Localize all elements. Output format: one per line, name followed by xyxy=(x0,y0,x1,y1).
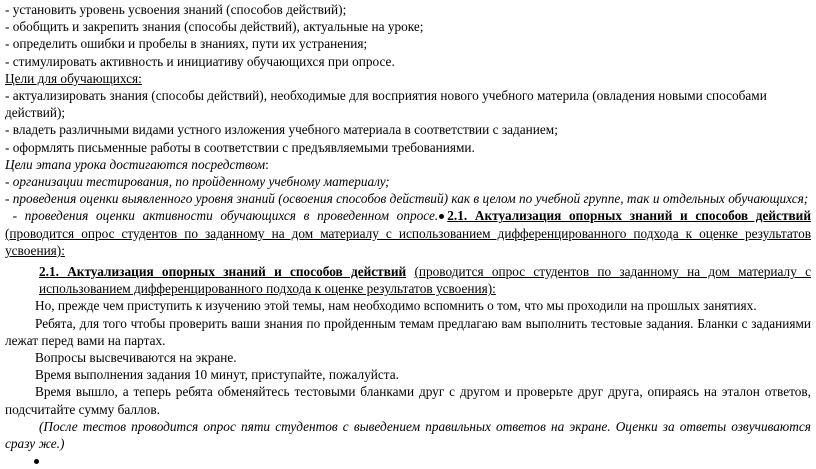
teacher-goal-4: - стимулировать активность и инициативу обучающихся при опросе. xyxy=(5,53,395,69)
means-heading: Цели этапа урока достигаются посредством xyxy=(5,156,266,172)
student-goals-heading: Цели для обучающихся: xyxy=(5,70,142,86)
section-title-2: 2.1. Актуализация опорных знаний и способов действий xyxy=(39,264,407,280)
speech-1: Но, прежде чем приступить к изучению этой темы, нам необходимо вспомнить о том, что мы проходили на прошлых занятиях. xyxy=(35,298,757,314)
section-heading-repeat xyxy=(5,263,811,297)
bullet-icon-2 xyxy=(34,459,39,464)
speech-3: Вопросы высвечиваются на экране. xyxy=(35,350,237,366)
section-title: 2.1. Актуализация опорных знаний и способов действий xyxy=(447,208,811,224)
means-item-1: - организации тестирования, по пройденному учебному материалу; xyxy=(5,174,390,190)
section-note: (проводится опрос студентов по заданному на дом материалу с использованием дифференцированного подхода к оценке результатов усвоения): xyxy=(5,225,811,258)
speech-2: Ребята, для того чтобы проверить ваши знания по пройденным темам предлагаю вам выполнить тестовые задания. Бланки с заданиями лежат перед вами на партах. xyxy=(5,315,811,348)
teacher-goal-1: - установить уровень усвоения знаний (способов действий); xyxy=(5,2,347,17)
means-colon: : xyxy=(265,156,269,172)
section-note-2: (проводится опрос студентов по заданному на дом материалу с использованием дифференцированного подхода к оценке результатов усвоения): xyxy=(39,264,811,297)
trailing-bullet xyxy=(5,452,811,466)
bullet-icon xyxy=(439,214,444,219)
speech-4: Время выполнения задания 10 минут, приступайте, пожалуйста. xyxy=(35,367,399,383)
means-heading-line xyxy=(5,156,811,173)
student-goal-3: - оформлять письменные работы в соответствии с предъявляемыми требованиями. xyxy=(5,139,475,155)
teacher-goal-2: - обобщить и закрепить знания (способы действий), актуальные на уроке; xyxy=(5,19,424,35)
speech-5: Время вышло, а теперь ребята обменяйтесь тестовыми бланками друг с другом и проверьте друг друга, опираясь на эталон ответов, подсчитайте сумму баллов. xyxy=(5,384,811,417)
means-item-3: - проведения оценки активности обучающихся в проведенном опросе. xyxy=(12,208,439,224)
teacher-goal-3: - определить ошибки и пробелы в знаниях, пути их устранения; xyxy=(5,36,368,52)
means-last-with-section xyxy=(5,207,811,259)
student-goal-1: - актуализировать знания (способы действий), необходимые для восприятия нового учебного материла (овладения новыми способами действий); xyxy=(5,88,767,121)
means-item-2: - проведения оценки выявленного уровня знаний (освоения способов действий) как в целом по учебной группе, так и отдельных обучающихся; xyxy=(5,191,809,207)
student-goal-2: - владеть различными видами устного изложения учебного материала в соответствии с заданием; xyxy=(5,122,558,138)
remark: (После тестов проводится опрос пяти студентов с выведением правильных ответов на экране. Оценки за ответы озвучиваются сразу же.) xyxy=(5,418,811,452)
